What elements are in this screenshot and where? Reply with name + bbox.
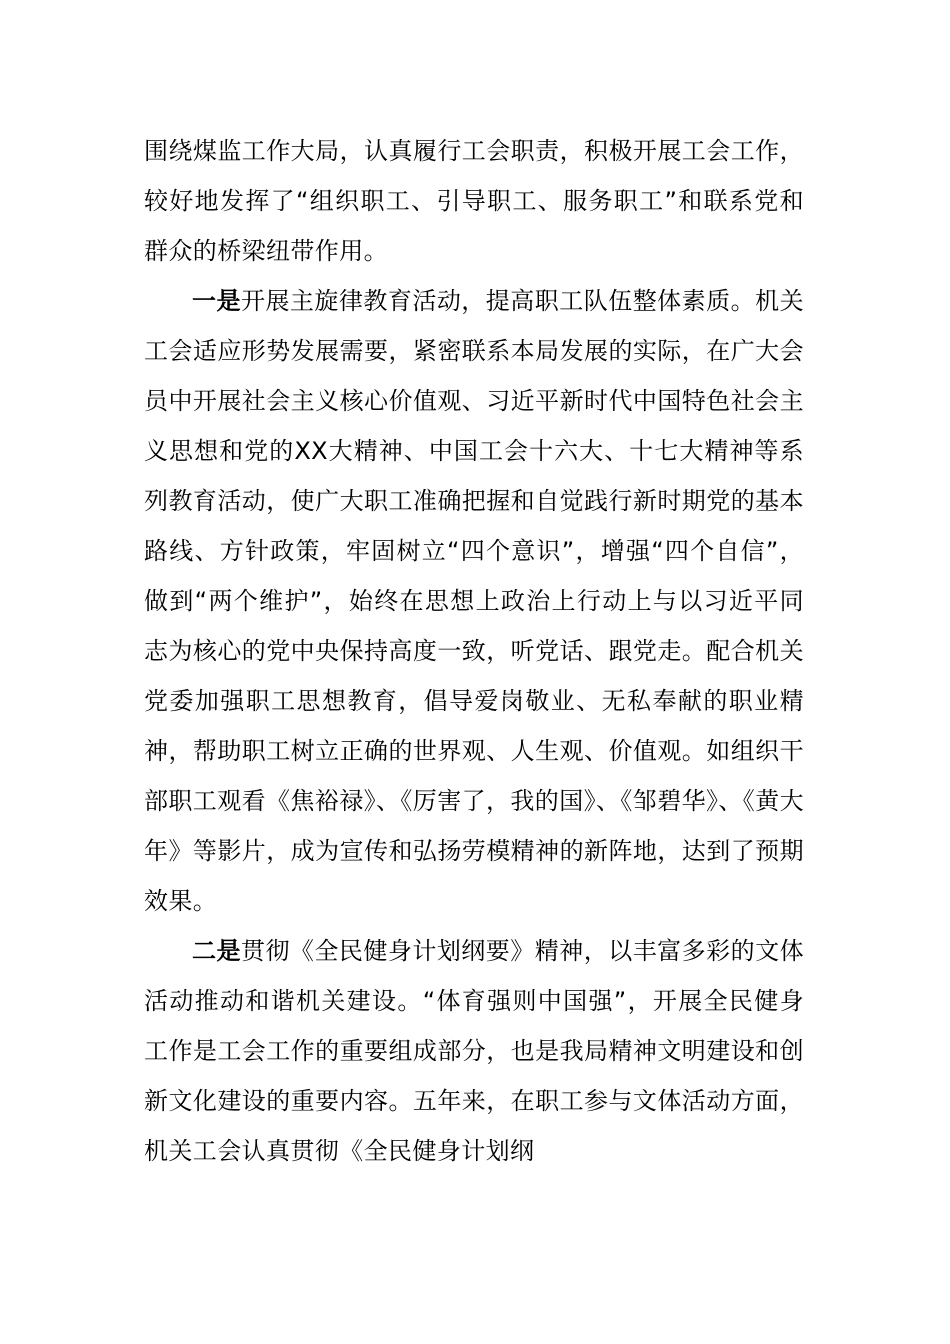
- paragraph-point-one: [144, 276, 804, 926]
- paragraph-point-two-lead: 二是: [192, 937, 241, 965]
- paragraph-intro-text: 围绕煤监工作大局，认真履行工会职责，积极开展工会工作，较好地发挥了“组织职工、引导职工、服务职工”和联系党和群众的桥梁纽带作用。: [144, 137, 804, 265]
- paragraph-point-two: [144, 926, 804, 1176]
- paragraph-intro: [144, 126, 804, 276]
- paragraph-point-two-text: 贯彻《全民健身计划纲要》精神，以丰富多彩的文体活动推动和谐机关建设。“体育强则中国强”，开展全民健身工作是工会工作的重要组成部分，也是我局精神文明建设和创新文化建设的重要内容。五年来，在职工参与文体活动方面，机关工会认真贯彻《全民健身计划纲: [144, 937, 804, 1165]
- document-body: [144, 126, 804, 1176]
- paragraph-point-one-lead: 一是: [192, 287, 241, 315]
- paragraph-point-one-text: 开展主旋律教育活动，提高职工队伍整体素质。机关工会适应形势发展需要，紧密联系本局发展的实际，在广大会员中开展社会主义核心价值观、习近平新时代中国特色社会主义思想和党的XX大精神、中国工会十六大、十七大精神等系列教育活动，使广大职工准确把握和自觉践行新时期党的基本路线、方针政策，牢固树立“四个意识”，增强“四个自信”，做到“两个维护”，始终在思想上政治上行动上与以习近平同志为核心的党中央保持高度一致，听党话、跟党走。配合机关党委加强职工思想教育，倡导爱岗敬业、无私奉献的职业精神，帮助职工树立正确的世界观、人生观、价值观。如组织干部职工观看《焦裕禄》、《厉害了，我的国》、《邹碧华》、《黄大年》等影片，成为宣传和弘扬劳模精神的新阵地，达到了预期效果。: [144, 287, 804, 915]
